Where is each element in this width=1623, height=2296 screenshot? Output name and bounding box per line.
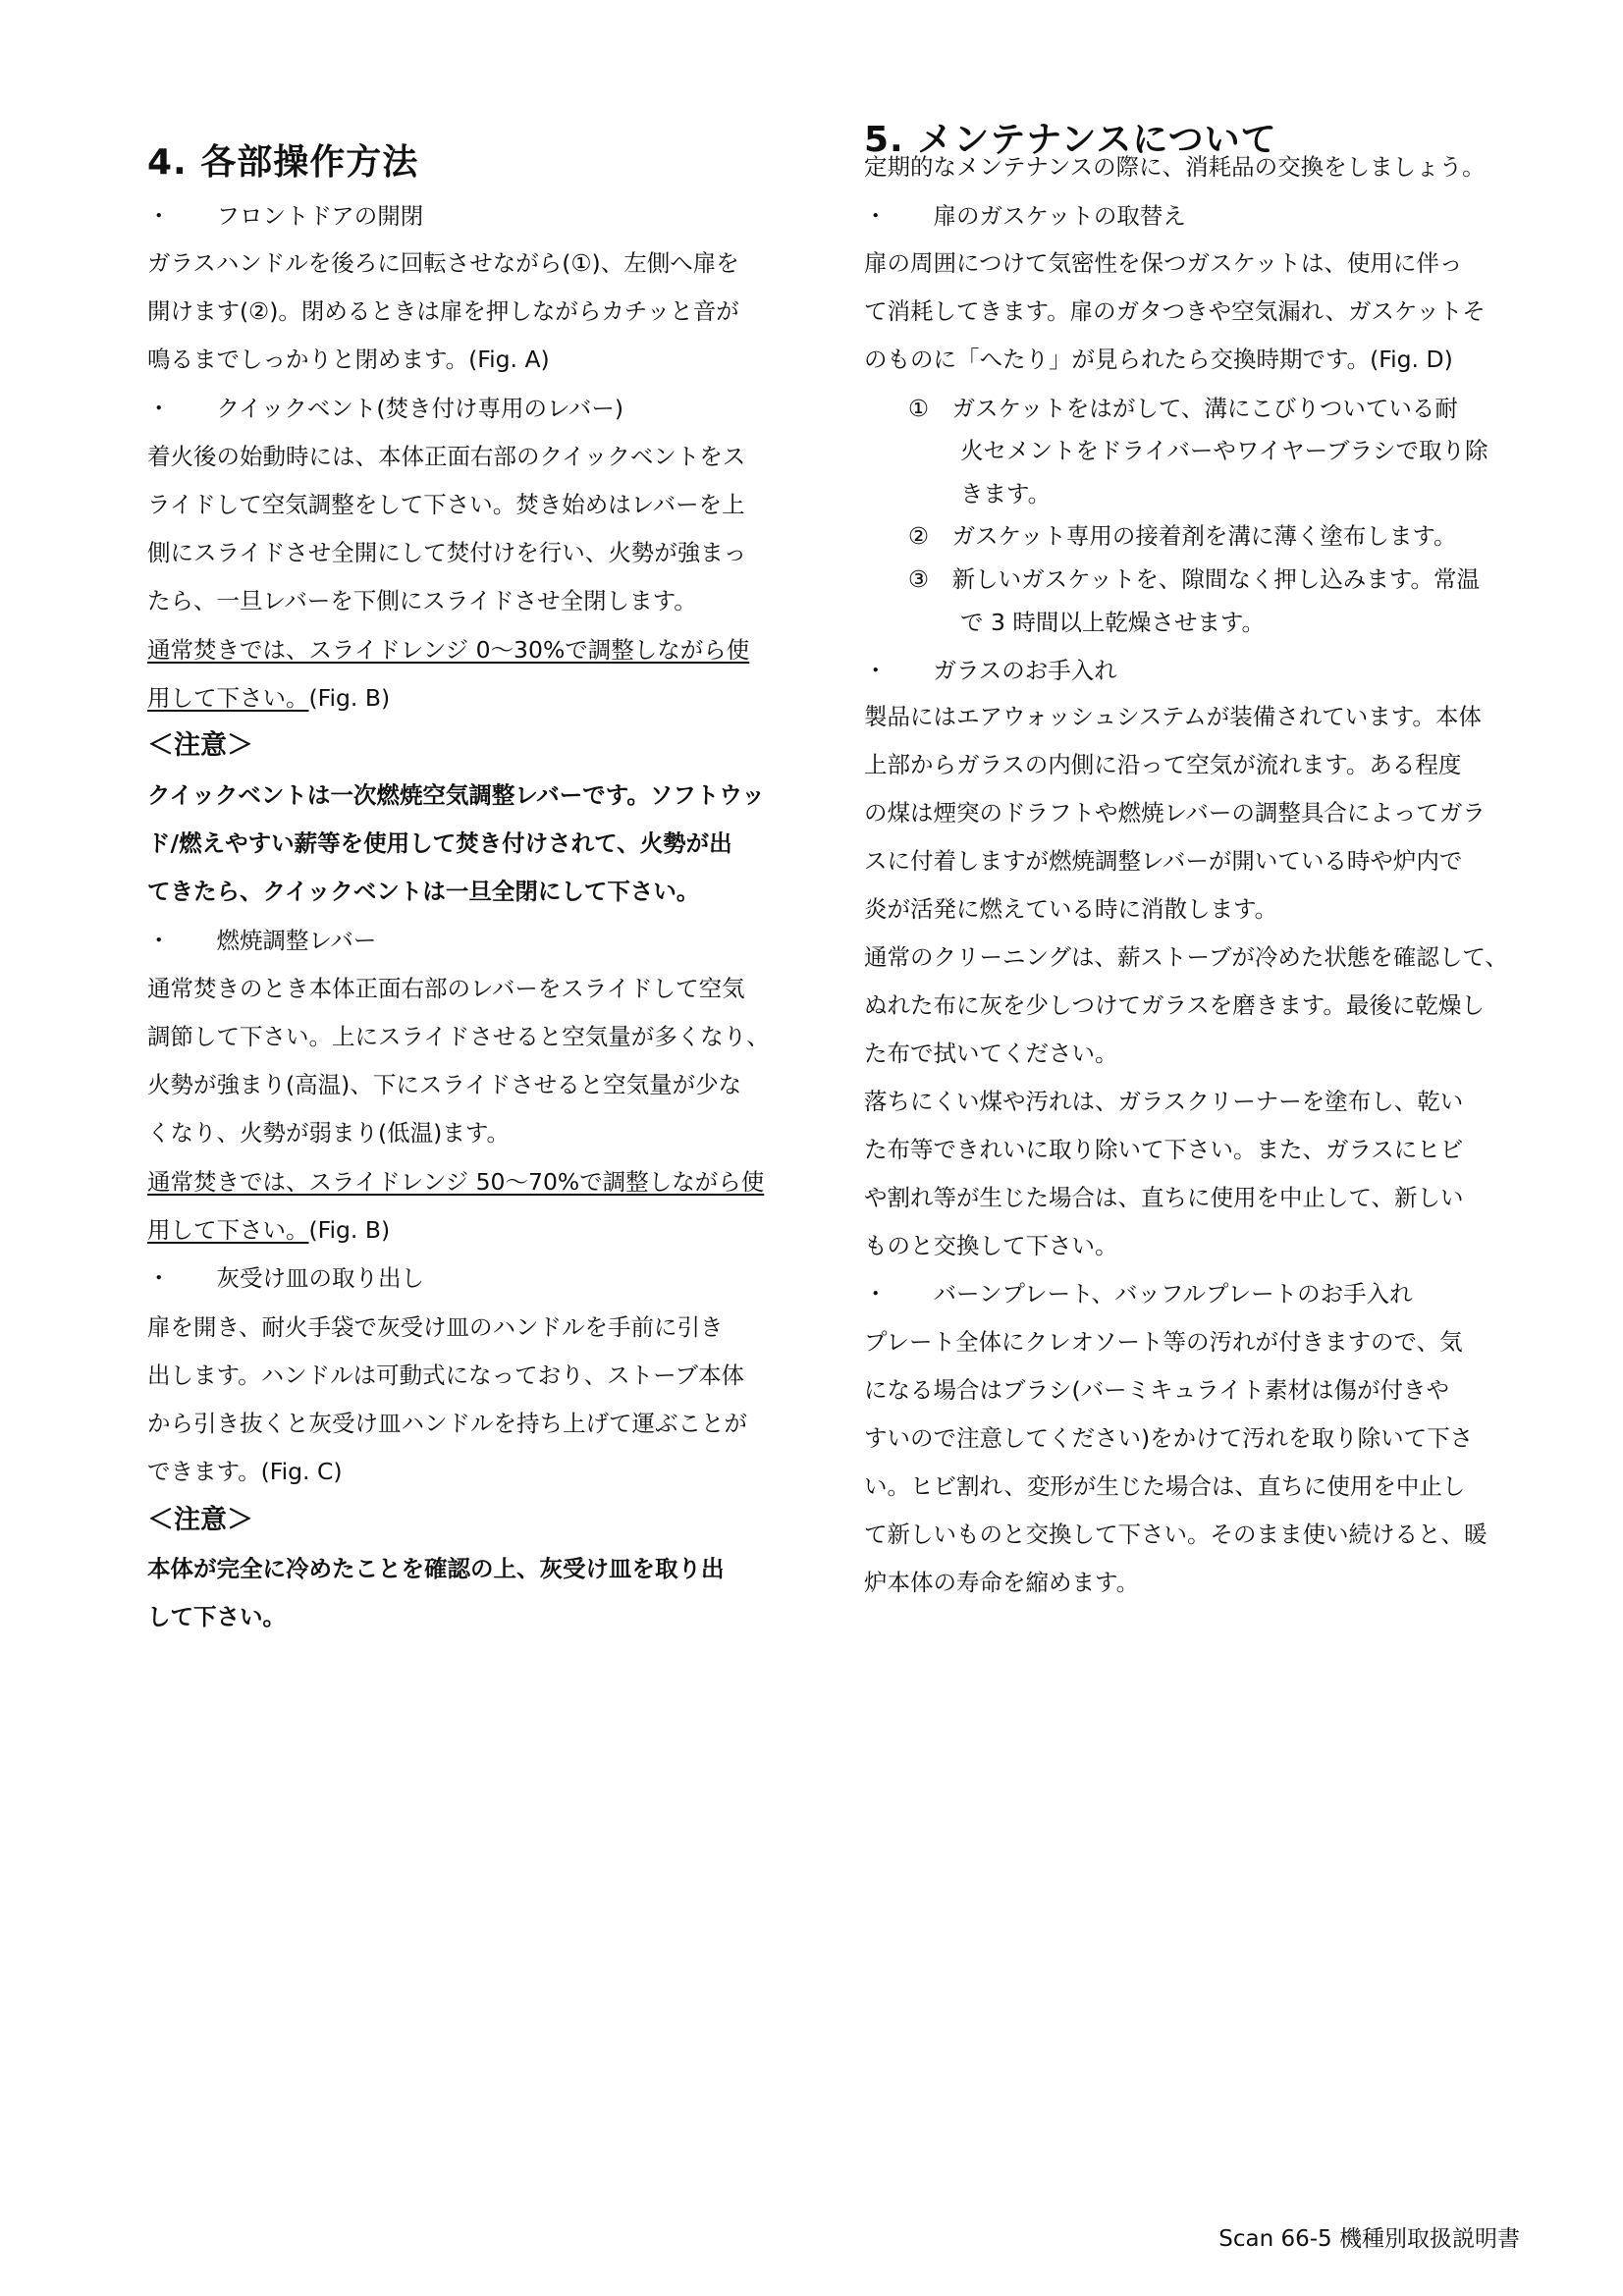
left-text-line: 開けます(②)。閉めるときは扉を押しながらカチッと音が [147, 297, 739, 325]
right-text-line: の煤は煙突のドラフトや燃焼レバーの調整具合によってガラ [864, 799, 1486, 827]
left-text-line: ＜注意＞ [147, 730, 253, 761]
right-text-line: 炉本体の寿命を縮めます。 [864, 1569, 1140, 1596]
right-text-line: ③ 新しいガスケットを、隙間なく押し込みます。常温 [908, 565, 1481, 593]
left-text-line: 出します。ハンドルは可動式になっており、ストーブ本体 [147, 1362, 744, 1389]
right-text-line: て新しいものと交換して下さい。そのまま使い続けると、暖 [864, 1521, 1488, 1548]
left-text-line: 着火後の始動時には、本体正面右部のクイックベントをス [147, 443, 746, 470]
section-5-heading: 5. メンテナンスについて [864, 120, 1277, 160]
right-text-line: プレート全体にクレオソート等の汚れが付きますので、気 [864, 1328, 1463, 1356]
right-text-line: 火セメントをドライバーやワイヤーブラシで取り除 [960, 437, 1488, 464]
left-text-line: クイックベントは一次燃焼空気調整レバーです。ソフトウッ [147, 781, 765, 809]
right-text-line: ものと交換して下さい。 [864, 1232, 1118, 1259]
right-text-line: や割れ等が生じた場合は、直ちに使用を中止して、新しい [864, 1184, 1464, 1211]
left-text-line: して下さい。 [147, 1603, 286, 1630]
left-text-line: ・ 灰受け皿の取り出し [147, 1264, 424, 1292]
right-text-line: 通常のクリーニングは、薪ストーブが冷めた状態を確認して、 [864, 943, 1508, 971]
right-text-line: た布等できれいに取り除いて下さい。また、ガラスにヒビ [864, 1136, 1464, 1163]
page-footer: Scan 66-5 機種別取扱説明書 [1218, 2226, 1520, 2252]
right-text-line: ① ガスケットをはがして、溝にこびりついている耐 [908, 395, 1458, 422]
left-text-line: ・ クイックベント(焚き付け専用のレバー) [147, 395, 624, 422]
left-text-line: てきたら、クイックベントは一旦全閉にして下さい。 [147, 878, 700, 905]
left-text-line: 側にスライドさせ全開にして焚付けを行い、火勢が強まっ [147, 539, 747, 566]
left-text-line: 用して下さい。(Fig. B) [147, 684, 391, 712]
right-text-line: 定期的なメンテナンスの際に、消耗品の交換をしましょう。 [864, 153, 1486, 181]
left-text-line: たら、一旦レバーを下側にスライドさせ全閉します。 [147, 587, 697, 614]
right-text-line: い。ヒビ割れ、変形が生じた場合は、直ちに使用を中止し [864, 1472, 1466, 1500]
left-text-line: 本体が完全に冷めたことを確認の上、灰受け皿を取り出 [147, 1555, 725, 1582]
right-text-line: 扉の周囲につけて気密性を保つガスケットは、使用に伴っ [864, 249, 1463, 277]
left-text-line: できます。(Fig. C) [147, 1458, 343, 1485]
right-text-line: すいので注意してください)をかけて汚れを取り除いて下さ [864, 1424, 1474, 1452]
left-text-line: 扉を開き、耐火手袋で灰受け皿のハンドルを手前に引き [147, 1313, 724, 1341]
left-text-line: 調節して下さい。上にスライドさせると空気量が多くなり、 [147, 1023, 770, 1050]
right-text-line: 炎が活発に燃えている時に消散します。 [864, 895, 1278, 923]
left-text-line: 通常焚きでは、スライドレンジ 50～70%で調整しながら使 [147, 1168, 765, 1196]
left-text-line: ・ フロントドアの開閉 [147, 202, 424, 230]
right-text-line: 落ちにくい煤や汚れは、ガラスクリーナーを塗布し、乾い [864, 1088, 1464, 1115]
right-text-line: て消耗してきます。扉のガタつきや空気漏れ、ガスケットそ [864, 297, 1486, 325]
left-text-line: ・ 燃焼調整レバー [147, 927, 377, 954]
left-text-line: ド/燃えやすい薪等を使用して焚き付けされて、火勢が出 [147, 829, 732, 857]
left-text-line: 通常焚きでは、スライドレンジ 0～30%で調整しながら使 [147, 636, 750, 664]
left-text-line: くなり、火勢が弱まり(低温)ます。 [147, 1119, 510, 1147]
left-text-line: ＜注意＞ [147, 1505, 253, 1535]
right-text-line: 上部からガラスの内側に沿って空気が流れます。ある程度 [864, 751, 1462, 778]
right-text-line: た布で拭いてください。 [864, 1040, 1118, 1067]
right-text-line: のものに「へたり」が見られたら交換時期です。(Fig. D) [864, 346, 1453, 373]
right-text-line: ぬれた布に灰を少しつけてガラスを磨きます。最後に乾燥し [864, 991, 1485, 1019]
right-text-line: ② ガスケット専用の接着剤を溝に薄く塗布します。 [908, 522, 1457, 550]
section-4-heading: 4. 各部操作方法 [147, 142, 419, 183]
right-text-line: ・ バーンプレート、バッフルプレートのお手入れ [864, 1280, 1413, 1308]
left-text-line: ライドして空気調整をして下さい。焚き始めはレバーを上 [147, 491, 745, 518]
left-text-line: 通常焚きのとき本体正面右部のレバーをスライドして空気 [147, 975, 745, 1002]
right-text-line: で 3 時間以上乾燥させます。 [960, 609, 1266, 636]
right-text-line: ・ ガラスのお手入れ [864, 657, 1117, 684]
right-text-line: 製品にはエアウォッシュシステムが装備されています。本体 [864, 703, 1482, 730]
left-text-line: ガラスハンドルを後ろに回転させながら(①)、左側へ扉を [147, 249, 739, 277]
right-text-line: スに付着しますが燃焼調整レバーが開いている時や炉内で [864, 847, 1463, 875]
left-text-line: 用して下さい。(Fig. B) [147, 1216, 391, 1244]
right-text-line: になる場合はブラシ(バーミキュライト素材は傷が付きや [864, 1376, 1449, 1404]
left-text-line: 火勢が強まり(高温)、下にスライドさせると空気量が少な [147, 1071, 742, 1098]
right-text-line: ・ 扉のガスケットの取替え [864, 202, 1186, 230]
left-text-line: 鳴るまでしっかりと閉めます。(Fig. A) [147, 346, 550, 373]
left-text-line: から引き抜くと灰受け皿ハンドルを持ち上げて運ぶことが [147, 1410, 747, 1437]
right-text-line: きます。 [960, 480, 1052, 507]
